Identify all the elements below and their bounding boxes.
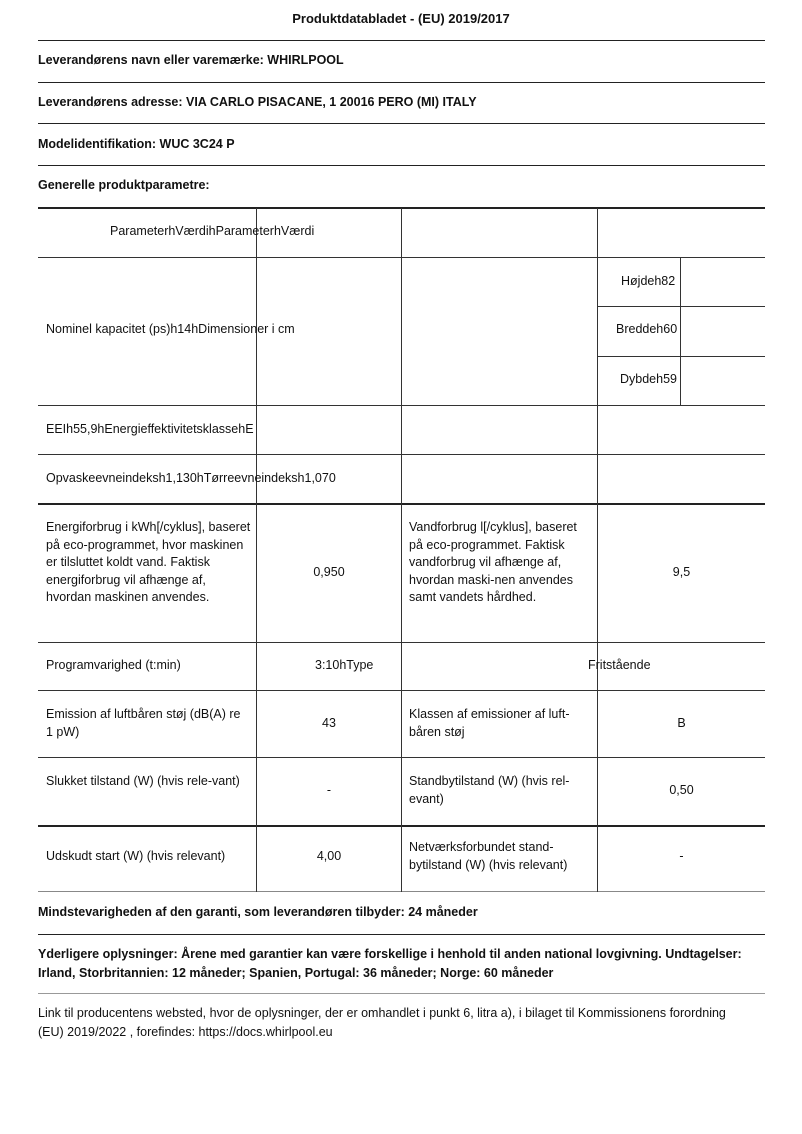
divider xyxy=(38,82,765,83)
divider xyxy=(38,40,765,41)
standby-mode-label: Standbytilstand (W) (hvis rel-evant) xyxy=(409,774,570,806)
energy-consumption-label: Energiforbrug i kWh[/cyklus], baseret på eco-programmet, hvor maskinen er tilsluttet koldt vand. Faktisk energiforbrug vil afhænge af, hvordan maskinen anvendes. xyxy=(46,520,251,604)
networked-standby-label: Netværksforbundet stand-bytilstand (W) (hvis relevant) xyxy=(409,840,568,872)
supplier-name: Leverandørens navn eller varemærke: WHIRLPOOL xyxy=(38,53,344,67)
divider xyxy=(38,993,765,994)
noise-class-value: B xyxy=(677,716,686,730)
dimension-depth: Dybdeh59 xyxy=(620,372,677,386)
warranty-info: Mindstevarigheden af den garanti, som leverandøren tilbyder: 24 måneder xyxy=(38,905,478,919)
supplier-address: Leverandørens adresse: VIA CARLO PISACANE, 1 20016 PERO (MI) ITALY xyxy=(38,95,477,109)
delay-start-value: 4,00 xyxy=(316,849,342,863)
model-identification: Modelidentifikation: WUC 3C24 P xyxy=(38,137,235,151)
program-duration-label: Programvarighed (t:min) xyxy=(46,658,181,672)
water-consumption-value: 9,5 xyxy=(672,565,691,579)
divider xyxy=(38,934,765,935)
water-consumption-label: Vandforbrug l[/cyklus], baseret på eco-programmet. Faktisk vandforbrug vil afhænge af, hvordan maski-nen anvendes samt vandets hårdhed. xyxy=(409,520,577,604)
divider xyxy=(38,165,765,166)
appliance-type-value: Fritstående xyxy=(588,658,651,672)
dimension-column-divider xyxy=(680,258,681,405)
index-label: Opvaskeevneindeksh1,130hTørreevneindeksh1,070 xyxy=(46,471,336,485)
eei-label: EEIh55,9hEnergieffektivitetsklassehE xyxy=(46,422,254,436)
noise-emission-value: 43 xyxy=(322,716,336,730)
delay-start-label: Udskudt start (W) (hvis relevant) xyxy=(46,849,226,863)
general-params-heading: Generelle produktparametre: xyxy=(38,178,210,192)
dimension-divider xyxy=(597,356,765,357)
column-divider xyxy=(401,208,402,892)
off-mode-label: Slukket tilstand (W) (hvis rele-vant) xyxy=(46,774,240,788)
program-duration-value: 3:10hType xyxy=(315,658,374,672)
networked-standby-value: - xyxy=(679,849,684,863)
capacity-label: Nominel kapacitet (ps)h14hDimensioner i cm xyxy=(46,322,295,336)
dimension-width: Breddeh60 xyxy=(616,322,678,336)
table-header: ParameterhVærdihParameterhVærdi xyxy=(110,224,315,238)
standby-mode-value: 0,50 xyxy=(669,783,694,797)
document-title: Produktdatabladet - (EU) 2019/2017 xyxy=(292,11,510,26)
dimension-divider xyxy=(597,306,765,307)
noise-emission-label: Emission af luftbåren støj (dB(A) re 1 pW) xyxy=(46,707,241,739)
noise-class-label: Klassen af emissioner af luft-båren støj xyxy=(409,707,570,739)
energy-consumption-value: 0,950 xyxy=(313,565,345,579)
divider xyxy=(38,123,765,124)
additional-info: Yderligere oplysninger: Årene med garantier kan være forskellige i henhold til anden national lovgivning. Undtagelser: Irland, Storbritannien: 12 måneder; Spanien, Portugal: 36 måneder; Norge: 60 måneder xyxy=(38,947,742,980)
off-mode-value: - xyxy=(326,783,332,797)
manufacturer-link-text: Link til producentens websted, hvor de oplysninger, der er omhandlet i punkt 6, litra a), i bilaget til Kommissionens forordning (EU) 2019/2022 , forefindes: https://docs.whirlpool.eu xyxy=(38,1006,726,1039)
dimension-height: Højdeh82 xyxy=(621,274,676,288)
